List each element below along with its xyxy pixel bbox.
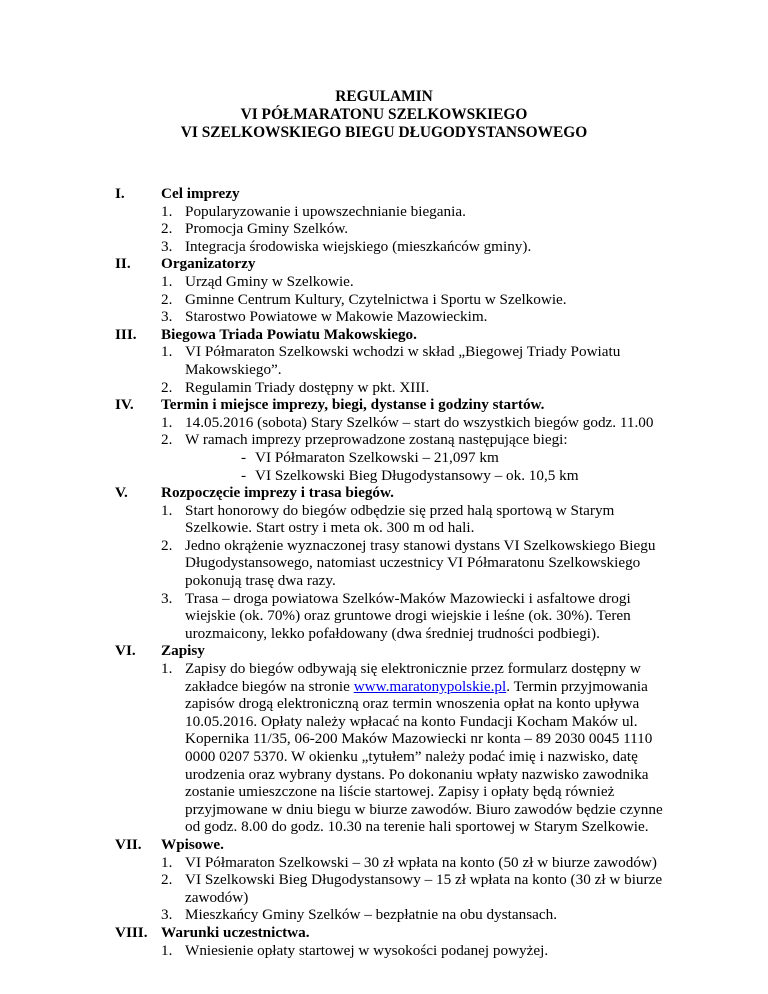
list-item (161, 942, 675, 960)
section-number: IV. (115, 396, 134, 414)
item-number: 1. (161, 853, 173, 871)
regulations-content (115, 185, 675, 959)
item-text: Starostwo Powiatowe w Makowie Mazowieckim. (185, 308, 488, 326)
item-text: 14.05.2016 (sobota) Stary Szelków – start do wszystkich biegów godz. 11.00 (185, 413, 654, 431)
item-text: Promocja Gminy Szelków. (185, 220, 349, 238)
list-item (161, 537, 675, 590)
item-number: 1. (161, 501, 173, 519)
section-iv (115, 396, 675, 484)
list-item (161, 203, 675, 221)
section-vii (115, 836, 675, 924)
title-line-3: VI SZELKOWSKIEGO BIEGU DŁUGODYSTANSOWEGO (180, 124, 588, 141)
section-viii (115, 924, 675, 959)
list-item (161, 854, 675, 872)
list-item (161, 273, 675, 291)
section-number: VIII. (115, 923, 148, 941)
section-i (115, 185, 675, 255)
item-number: 3. (161, 906, 173, 924)
item-text: Urząd Gminy w Szelkowie. (185, 272, 354, 290)
item-text: Regulamin Triady dostępny w pkt. XIII. (185, 378, 430, 396)
item-number: 1. (161, 941, 173, 959)
list-item (161, 906, 675, 924)
section-ii (115, 255, 675, 325)
list-item (161, 343, 675, 378)
item-number: 3. (161, 308, 173, 326)
item-number: 2. (161, 536, 173, 554)
item-text: Trasa – droga powiatowa Szelków-Maków Mazowiecki i asfaltowe drogi wiejskie (ok. 70%) oraz gruntowe drogi wiejskie i leśne (ok. 30%). Teren urozmaicony, lekko pofałdowany (dwa średniej trudności podbiegi). (185, 589, 631, 642)
item-number: 1. (161, 413, 173, 431)
section-v (115, 484, 675, 642)
section-heading: Wpisowe. (161, 835, 224, 853)
item-text: Gminne Centrum Kultury, Czytelnictwa i Sportu w Szelkowie. (185, 290, 567, 308)
item-text: Wniesienie opłaty startowej w wysokości podanej powyżej. (185, 941, 549, 959)
item-text-before-link: Zapisy do biegów odbywają się elektronicznie przez formularz dostępny w zakładce biegów na stronie (185, 660, 641, 695)
item-text: VI Szelkowski Bieg Długodystansowy – ok. 10,5 km (255, 466, 579, 484)
section-heading: Zapisy (161, 642, 205, 660)
section-heading: Warunki uczestnictwa. (161, 923, 310, 941)
section-vi (115, 642, 675, 836)
item-number: 2. (161, 871, 173, 889)
section-number: V. (115, 484, 128, 502)
list-item (161, 871, 675, 906)
document-title (0, 88, 768, 142)
section-heading: Cel imprezy (161, 185, 240, 202)
title-line-2: VI PÓŁMARATONU SZELKOWSKIEGO (240, 106, 528, 123)
list-item (161, 308, 675, 326)
item-text: VI Półmaraton Szelkowski – 30 zł wpłata na konto (50 zł w biurze zawodów) (185, 853, 657, 871)
list-item (161, 238, 675, 256)
item-text: Integracja środowiska wiejskiego (mieszkańców gminy). (185, 237, 532, 255)
item-number: 1. (161, 272, 173, 290)
item-text: VI Półmaraton Szelkowski wchodzi w skład „Biegowej Triady Powiatu Makowskiego”. (185, 343, 621, 378)
section-heading: Organizatorzy (161, 255, 256, 273)
section-number: I. (115, 185, 125, 202)
section-iii (115, 326, 675, 396)
item-text: Start honorowy do biegów odbędzie się przed halą sportową w Starym Szelkowie. Start ostry i meta ok. 300 m od hali. (185, 501, 615, 537)
item-number: 1. (161, 660, 173, 678)
sub-list-item (161, 449, 675, 467)
section-heading: Rozpoczęcie imprezy i trasa biegów. (161, 484, 394, 502)
item-number: 3. (161, 589, 173, 607)
sub-list-item (161, 467, 675, 485)
section-heading: Biegowa Triada Powiatu Makowskiego. (161, 325, 417, 343)
list-item (161, 291, 675, 309)
item-dash: - (241, 448, 247, 466)
item-dash: - (241, 466, 247, 484)
item-text-after-link: . Termin przyjmowania zapisów drogą elektroniczną oraz termin wnoszenia opłat na konto upływa 10.05.2016. Opłaty należy wpłacać na konto Fundacji Kocham Maków ul. Kopernika 11/35, 06-200 Maków Mazowiecki nr konta – 89 2030 0045 1110 0000 0207 5370. W okienku „tytułem” należy podać imię i nazwisko, datę urodzenia oraz wybrany dystans. Po dokonaniu wpłaty nazwisko zawodnika zostanie umieszczone na liście startowej. Zapisy i opłaty będą również przyjmowane w dniu biegu w biurze zawodów. Biuro zawodów będzie czynne od godz. 8.00 do godz. 10.30 na terenie hali sportowej w Starym Szelkowie. (185, 677, 663, 836)
list-item (161, 431, 675, 449)
item-text: Jedno okrążenie wyznaczonej trasy stanowi dystans VI Szelkowskiego Biegu Długodystansowego, natomiast uczestnicy VI Półmaratonu Szelkowskiego pokonują trasę dwa razy. (185, 536, 656, 590)
item-text: VI Półmaraton Szelkowski – 21,097 km (255, 448, 499, 466)
section-heading: Termin i miejsce imprezy, biegi, dystanse i godziny startów. (161, 396, 545, 414)
item-text: W ramach imprezy przeprowadzone zostaną następujące biegi: (185, 431, 568, 449)
list-item (161, 414, 675, 432)
maratonypolskie-link[interactable]: www.maratonypolskie.pl (353, 677, 507, 695)
list-item (161, 660, 675, 836)
list-item (161, 379, 675, 397)
section-number: III. (115, 325, 137, 343)
item-number: 2. (161, 290, 173, 308)
item-number: 3. (161, 237, 173, 255)
item-number: 2. (161, 378, 173, 396)
section-number: VII. (115, 835, 142, 853)
list-item (161, 220, 675, 238)
item-number: 2. (161, 431, 173, 449)
item-text: Popularyzowanie i upowszechnianie biegania. (185, 202, 466, 220)
section-number: VI. (115, 642, 136, 660)
item-text: VI Szelkowski Bieg Długodystansowy – 15 zł wpłata na konto (30 zł w biurze zawodów) (185, 871, 663, 906)
item-text: Mieszkańcy Gminy Szelków – bezpłatnie na obu dystansach. (185, 906, 557, 924)
list-item (161, 590, 675, 643)
list-item (161, 502, 675, 537)
item-number: 1. (161, 202, 173, 220)
title-line-1: REGULAMIN (335, 88, 433, 105)
item-number: 2. (161, 220, 173, 238)
item-number: 1. (161, 343, 173, 361)
section-number: II. (115, 255, 131, 273)
